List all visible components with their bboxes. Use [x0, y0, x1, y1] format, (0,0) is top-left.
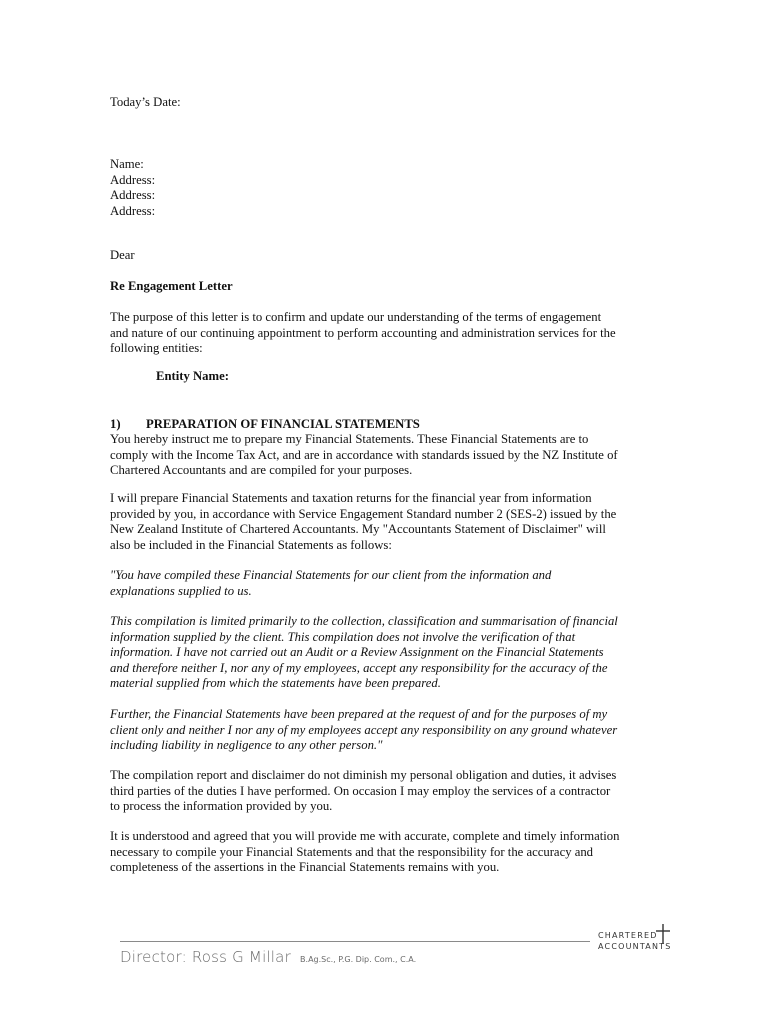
name-label: Name: [110, 157, 144, 171]
salutation: Dear [110, 248, 135, 262]
quote-line: information supplied by the client. This compilation does not involve the verification of that [110, 629, 576, 644]
intro-paragraph [110, 310, 686, 357]
footer-divider [120, 941, 590, 942]
section1-title: PREPARATION OF FINANCIAL STATEMENTS [146, 417, 420, 431]
disclaimer-quote-2 [110, 614, 686, 692]
logo-line-2: ACCOUNTANTS [598, 942, 672, 951]
section1-paragraph-1 [110, 432, 686, 479]
paragraph-line: It is understood and agreed that you will provide me with accurate, complete and timely information [110, 829, 620, 843]
date-label: Today’s Date: [110, 95, 181, 109]
paragraph-line: Chartered Accountants and are compiled for your purposes. [110, 463, 413, 477]
paragraph-line: completeness of the assertions in the Financial Statements remains with you. [110, 860, 500, 874]
quote-line: explanations supplied to us. [110, 583, 252, 598]
paragraph-line: New Zealand Institute of Chartered Accountants. My "Accountants Statement of Disclaimer" will [110, 522, 606, 536]
quote-line: "You have compiled these Financial Statements for our client from the information and [110, 568, 552, 582]
quote-line: and therefore neither I, nor any of my employees, accept any responsibility for the accuracy of the [110, 660, 608, 675]
director-qualifications: B.Ag.Sc., P.G. Dip. Com., C.A. [300, 955, 417, 964]
intro-line: following entities: [110, 341, 203, 355]
paragraph-line: You hereby instruct me to prepare my Financial Statements. These Financial Statements are to [110, 432, 589, 446]
intro-line: The purpose of this letter is to confirm and update our understanding of the terms of engagement [110, 310, 602, 324]
disclaimer-quote-3 [110, 707, 686, 754]
quote-line: This compilation is limited primarily to the collection, classification and summarisation of financial [110, 614, 618, 628]
subject-line: Re Engagement Letter [110, 279, 233, 293]
address-label-3: Address: [110, 203, 156, 218]
intro-line: and nature of our continuing appointment to perform accounting and administration services for the [110, 325, 616, 340]
disclaimer-quote-1 [110, 568, 686, 599]
section1-heading [110, 417, 686, 433]
paragraph-line: third parties of the duties I have performed. On occasion I may employ the services of a contractor [110, 783, 611, 798]
compilation-paragraph [110, 768, 686, 815]
paragraph-line: comply with the Income Tax Act, and are in accordance with standards issued by the NZ Institute of [110, 447, 618, 462]
paragraph-line: The compilation report and disclaimer do not diminish my personal obligation and duties, it advises [110, 768, 617, 782]
quote-line: including liability in negligence to any other person." [110, 738, 383, 752]
paragraph-line: necessary to compile your Financial Statements and that the responsibility for the accuracy and [110, 844, 594, 859]
paragraph-line: provided by you, in accordance with Service Engagement Standard number 2 (SES-2) issued by the [110, 506, 617, 521]
paragraph-line: I will prepare Financial Statements and taxation returns for the financial year from information [110, 491, 592, 505]
section1-paragraph-2 [110, 491, 686, 553]
quote-line: information. I have not carried out an Audit or a Review Assignment on the Financial Statements [110, 645, 604, 659]
director-name: Director: Ross G Millar [120, 948, 291, 966]
footer-director [120, 947, 416, 966]
quote-line: Further, the Financial Statements have been prepared at the request of and for the purposes of my [110, 707, 608, 721]
plus-icon [656, 924, 670, 944]
logo-line-1: CHARTERED [598, 931, 658, 940]
entity-name-label: Entity Name: [156, 369, 229, 383]
quote-line: client only and neither I nor any of my employees accept any responsibility on any ground whatever [110, 722, 618, 737]
chartered-accountants-logo [598, 930, 672, 952]
quote-line: material supplied from which the statements have been prepared. [110, 676, 441, 690]
section1-number: 1) [110, 417, 121, 431]
responsibility-paragraph [110, 829, 686, 876]
address-label-2: Address: [110, 188, 156, 202]
recipient-block [110, 157, 686, 219]
address-label-1: Address: [110, 172, 156, 187]
paragraph-line: to process the information provided by you. [110, 799, 333, 813]
paragraph-line: also be included in the Financial Statements as follows: [110, 537, 392, 552]
